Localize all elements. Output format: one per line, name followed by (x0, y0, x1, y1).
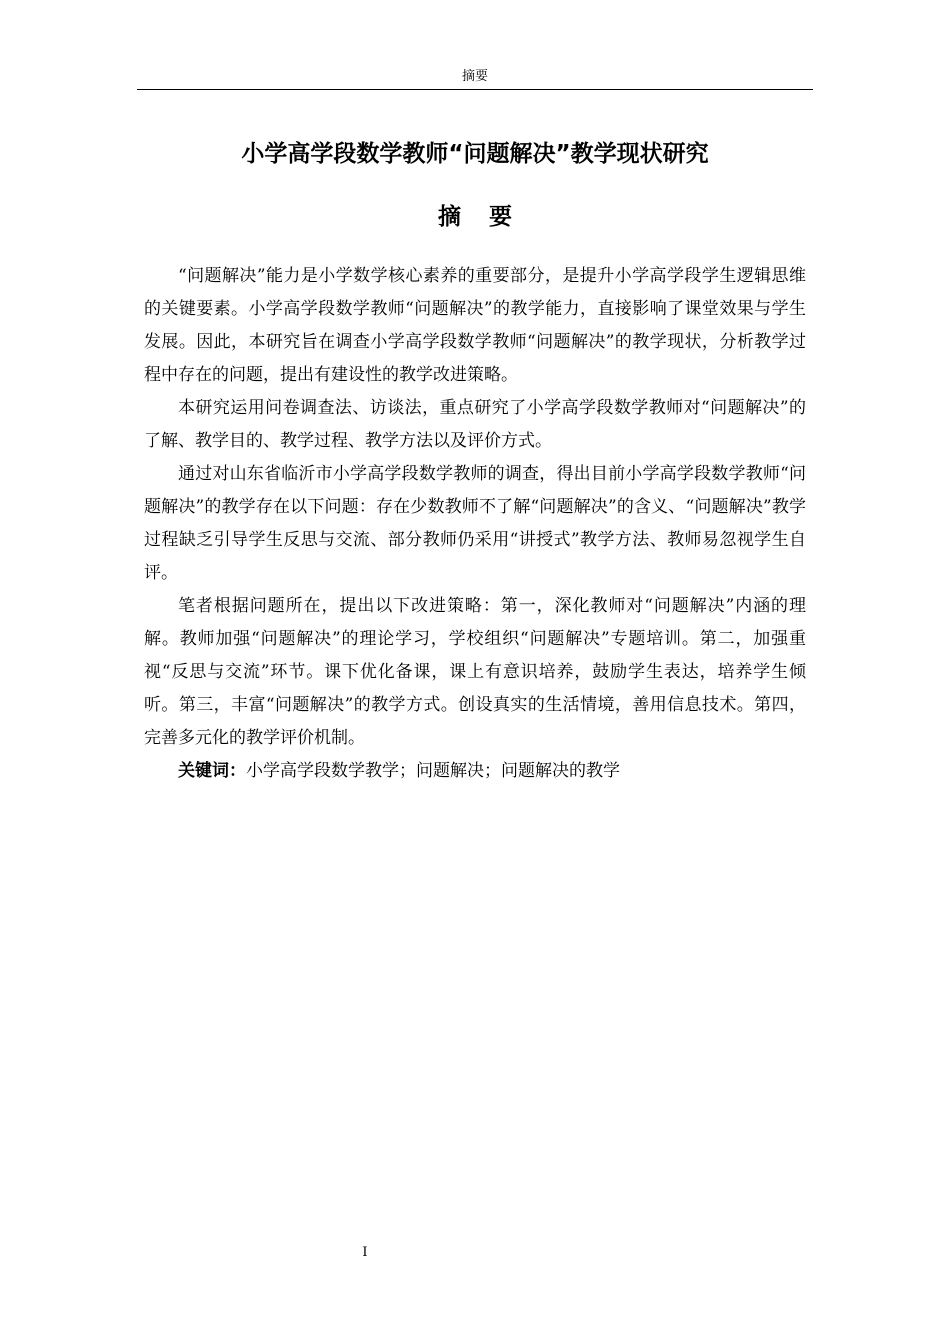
keywords-label: 关键词： (178, 761, 246, 781)
header-rule (137, 89, 813, 90)
abstract-paragraph: 通过对山东省临沂市小学高学段数学教师的调查，得出目前小学高学段数学教师“问题解决”的教学存在以下问题：存在少数教师不了解“问题解决”的含义、“问题解决”教学过程缺乏引导学生反思与交流、部分教师仍采用“讲授式”教学方法、教师易忽视学生自评。 (144, 464, 806, 583)
running-header: 摘要 (461, 69, 488, 84)
keywords-line (144, 755, 806, 788)
abstract-paragraph: 本研究运用问卷调查法、访谈法，重点研究了小学高学段数学教师对“问题解决”的了解、教学目的、教学过程、教学方法以及评价方式。 (144, 398, 806, 451)
abstract-paragraph: “问题解决”能力是小学数学核心素养的重要部分，是提升小学高学段学生逻辑思维的关键要素。小学高学段数学教师“问题解决”的教学能力，直接影响了课堂效果与学生发展。因此，本研究旨在调查小学高学段数学教师“问题解决”的教学现状，分析教学过程中存在的问题，提出有建设性的教学改进策略。 (144, 266, 806, 385)
abstract-body (144, 260, 806, 788)
keywords-value: 小学高学段数学教学；问题解决；问题解决的教学 (246, 761, 620, 781)
abstract-heading: 摘要 (438, 204, 540, 230)
abstract-paragraph: 笔者根据问题所在，提出以下改进策略：第一，深化教师对“问题解决”内涵的理解。教师加强“问题解决”的理论学习，学校组织“问题解决”专题培训。第二，加强重视“反思与交流”环节。课下优化备课，课上有意识培养，鼓励学生表达，培养学生倾听。第三，丰富“问题解决”的教学方式。创设真实的生活情境，善用信息技术。第四，完善多元化的教学评价机制。 (144, 596, 806, 748)
paper-title: 小学高学段数学教师“问题解决”教学现状研究 (241, 141, 709, 167)
page-number: I (362, 1245, 368, 1260)
